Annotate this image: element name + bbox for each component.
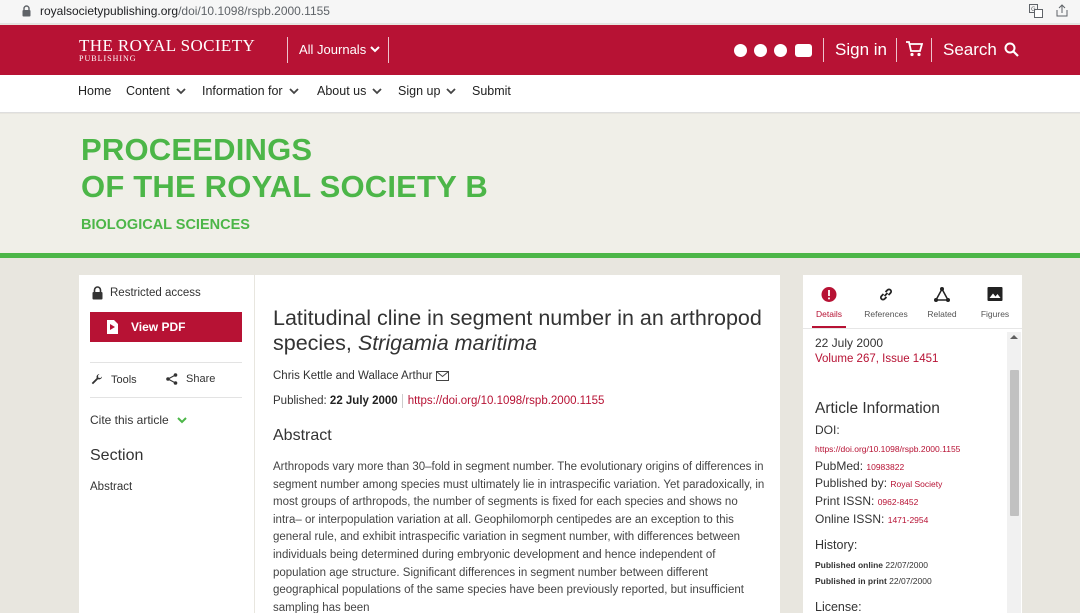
lock-icon <box>92 286 103 300</box>
journal-title-line2[interactable]: OF THE ROYAL SOCIETY B <box>81 169 488 204</box>
youtube-icon[interactable] <box>795 44 812 57</box>
cite-this-article-toggle[interactable] <box>90 413 187 427</box>
print-issn-link[interactable]: 0962-8452 <box>877 497 919 507</box>
cite-label: Cite this article <box>90 413 169 427</box>
nav-content[interactable]: Content <box>126 84 186 98</box>
link-icon <box>879 287 894 302</box>
view-pdf-button[interactable] <box>90 312 242 342</box>
image-icon <box>988 287 1003 301</box>
tab-references[interactable]: References <box>859 275 913 328</box>
tab-figures[interactable]: Figures <box>971 275 1019 328</box>
scrollbar-thumb[interactable] <box>1010 370 1019 516</box>
article-details-panel <box>803 275 1022 613</box>
published-by-row: Published by: Royal Society <box>815 476 943 490</box>
published-label: Published: <box>273 395 327 408</box>
pubmed-link[interactable]: 10983822 <box>866 462 905 472</box>
published-print-row: Published in print 22/07/2000 <box>815 576 932 586</box>
online-issn-row: Online ISSN: 1471-2954 <box>815 512 929 526</box>
twitter-icon[interactable] <box>734 44 747 57</box>
site-header <box>0 25 1080 75</box>
nav-home[interactable]: Home <box>78 84 112 98</box>
nav-information-for[interactable]: Information for <box>202 84 299 98</box>
chevron-down-icon <box>372 88 382 95</box>
restricted-access-notice <box>92 286 201 300</box>
journal-title-line1[interactable]: PROCEEDINGS <box>81 132 313 167</box>
issue-date: 22 July 2000 <box>815 336 884 350</box>
all-journals-dropdown[interactable] <box>299 42 380 57</box>
main-nav <box>0 75 1080 113</box>
published-online-row: Published online 22/07/2000 <box>815 560 928 570</box>
article-authors[interactable] <box>273 370 449 382</box>
sign-in-link[interactable]: Sign in <box>835 40 887 59</box>
article-title: Latitudinal cline in segment number in an arthropod species, Strigamia maritima <box>273 306 762 355</box>
tools-button[interactable] <box>90 373 137 386</box>
divider <box>90 397 242 398</box>
svg-text:G: G <box>1031 6 1036 13</box>
view-pdf-label: View PDF <box>131 320 186 334</box>
share-icon <box>166 373 178 385</box>
abstract-text: Arthropods vary more than 30–fold in segment number. The evolutionary origins of differences in segment number among species must ultimately lie in intraspecific variation. Yet paradoxically, in most groups of arthropods, the number of segments is fixed for each species and shows no intra– or interpopulation variation at all. Geophilomorph centipedes are an exception to this general rule, and exhibit intraspecific variation in segment number, with differences between individuals being determined during embryonic development and hence independent of population age structure. Significant differences in segment number between different geographical populations of the same species have been previously reported, but insufficient sampling has been <box>273 461 765 613</box>
nav-about-us[interactable]: About us <box>317 84 382 98</box>
header-divider <box>388 37 389 63</box>
article-information-heading: Article Information <box>815 400 940 417</box>
published-date: 22 July 2000 <box>329 395 398 408</box>
chevron-down-icon <box>176 88 186 95</box>
cart-icon[interactable] <box>906 41 923 57</box>
doi-link[interactable]: https://doi.org/10.1098/rspb.2000.1155 <box>407 395 605 408</box>
chevron-down-icon <box>177 417 187 424</box>
info-icon <box>822 287 837 302</box>
wrench-icon <box>90 373 103 386</box>
chevron-down-icon <box>289 88 299 95</box>
facebook-icon[interactable] <box>754 44 767 57</box>
chevron-down-icon <box>370 46 380 53</box>
article-tools-panel <box>79 275 254 613</box>
restricted-access-label: Restricted access <box>110 287 201 299</box>
url-text[interactable]: royalsocietypublishing.org/doi/10.1098/rspb.2000.1155 <box>40 4 330 18</box>
section-heading: Section <box>90 447 144 464</box>
published-info <box>273 394 604 408</box>
scroll-up-arrow-icon[interactable] <box>1010 334 1018 340</box>
header-divider <box>931 38 932 62</box>
browser-address-bar[interactable] <box>0 0 1080 24</box>
share-button[interactable] <box>166 373 215 385</box>
pdf-icon <box>107 320 118 334</box>
divider <box>803 328 1022 329</box>
abstract-heading: Abstract <box>273 427 332 444</box>
envelope-icon[interactable] <box>436 371 449 381</box>
article-main <box>255 275 780 613</box>
authors-label[interactable]: Chris Kettle and Wallace Arthur <box>273 370 433 382</box>
royal-society-logo[interactable] <box>79 37 255 64</box>
doi-label: DOI: <box>815 423 840 437</box>
nav-submit[interactable]: Submit <box>472 84 511 98</box>
header-divider <box>896 38 897 62</box>
license-heading: License: <box>815 600 862 613</box>
logo-line1: THE ROYAL SOCIETY <box>79 36 256 55</box>
share-page-icon[interactable] <box>1055 4 1069 18</box>
search-icon[interactable] <box>1004 42 1019 57</box>
journal-subtitle: BIOLOGICAL SCIENCES <box>81 217 250 233</box>
section-link-abstract[interactable]: Abstract <box>90 481 133 493</box>
all-journals-label: All Journals <box>299 42 367 57</box>
logo-line2: PUBLISHING <box>79 54 137 63</box>
pubmed-row: PubMed: 10983822 <box>815 459 905 473</box>
header-divider <box>823 38 824 62</box>
divider <box>90 362 242 363</box>
history-heading: History: <box>815 538 858 552</box>
search-link[interactable]: Search <box>943 40 997 59</box>
network-icon <box>934 287 951 302</box>
wechat-icon[interactable] <box>774 44 787 57</box>
tab-related[interactable]: Related <box>917 275 967 328</box>
tab-details[interactable]: Details <box>803 275 855 328</box>
doi-value-link[interactable]: https://doi.org/10.1098/rspb.2000.1155 <box>815 444 961 454</box>
journal-banner <box>0 114 1080 253</box>
volume-issue-link[interactable]: Volume 267, Issue 1451 <box>815 353 939 365</box>
share-label: Share <box>186 373 216 385</box>
chevron-down-icon <box>446 88 456 95</box>
header-divider <box>287 37 288 63</box>
publisher-link[interactable]: Royal Society <box>890 479 943 489</box>
lock-icon <box>22 5 31 17</box>
print-issn-row: Print ISSN: 0962-8452 <box>815 494 919 508</box>
tools-label: Tools <box>111 373 137 386</box>
translate-icon[interactable] <box>1029 4 1043 18</box>
banner-divider <box>0 253 1080 258</box>
online-issn-link[interactable]: 1471-2954 <box>887 515 929 525</box>
nav-sign-up[interactable]: Sign up <box>398 84 456 98</box>
